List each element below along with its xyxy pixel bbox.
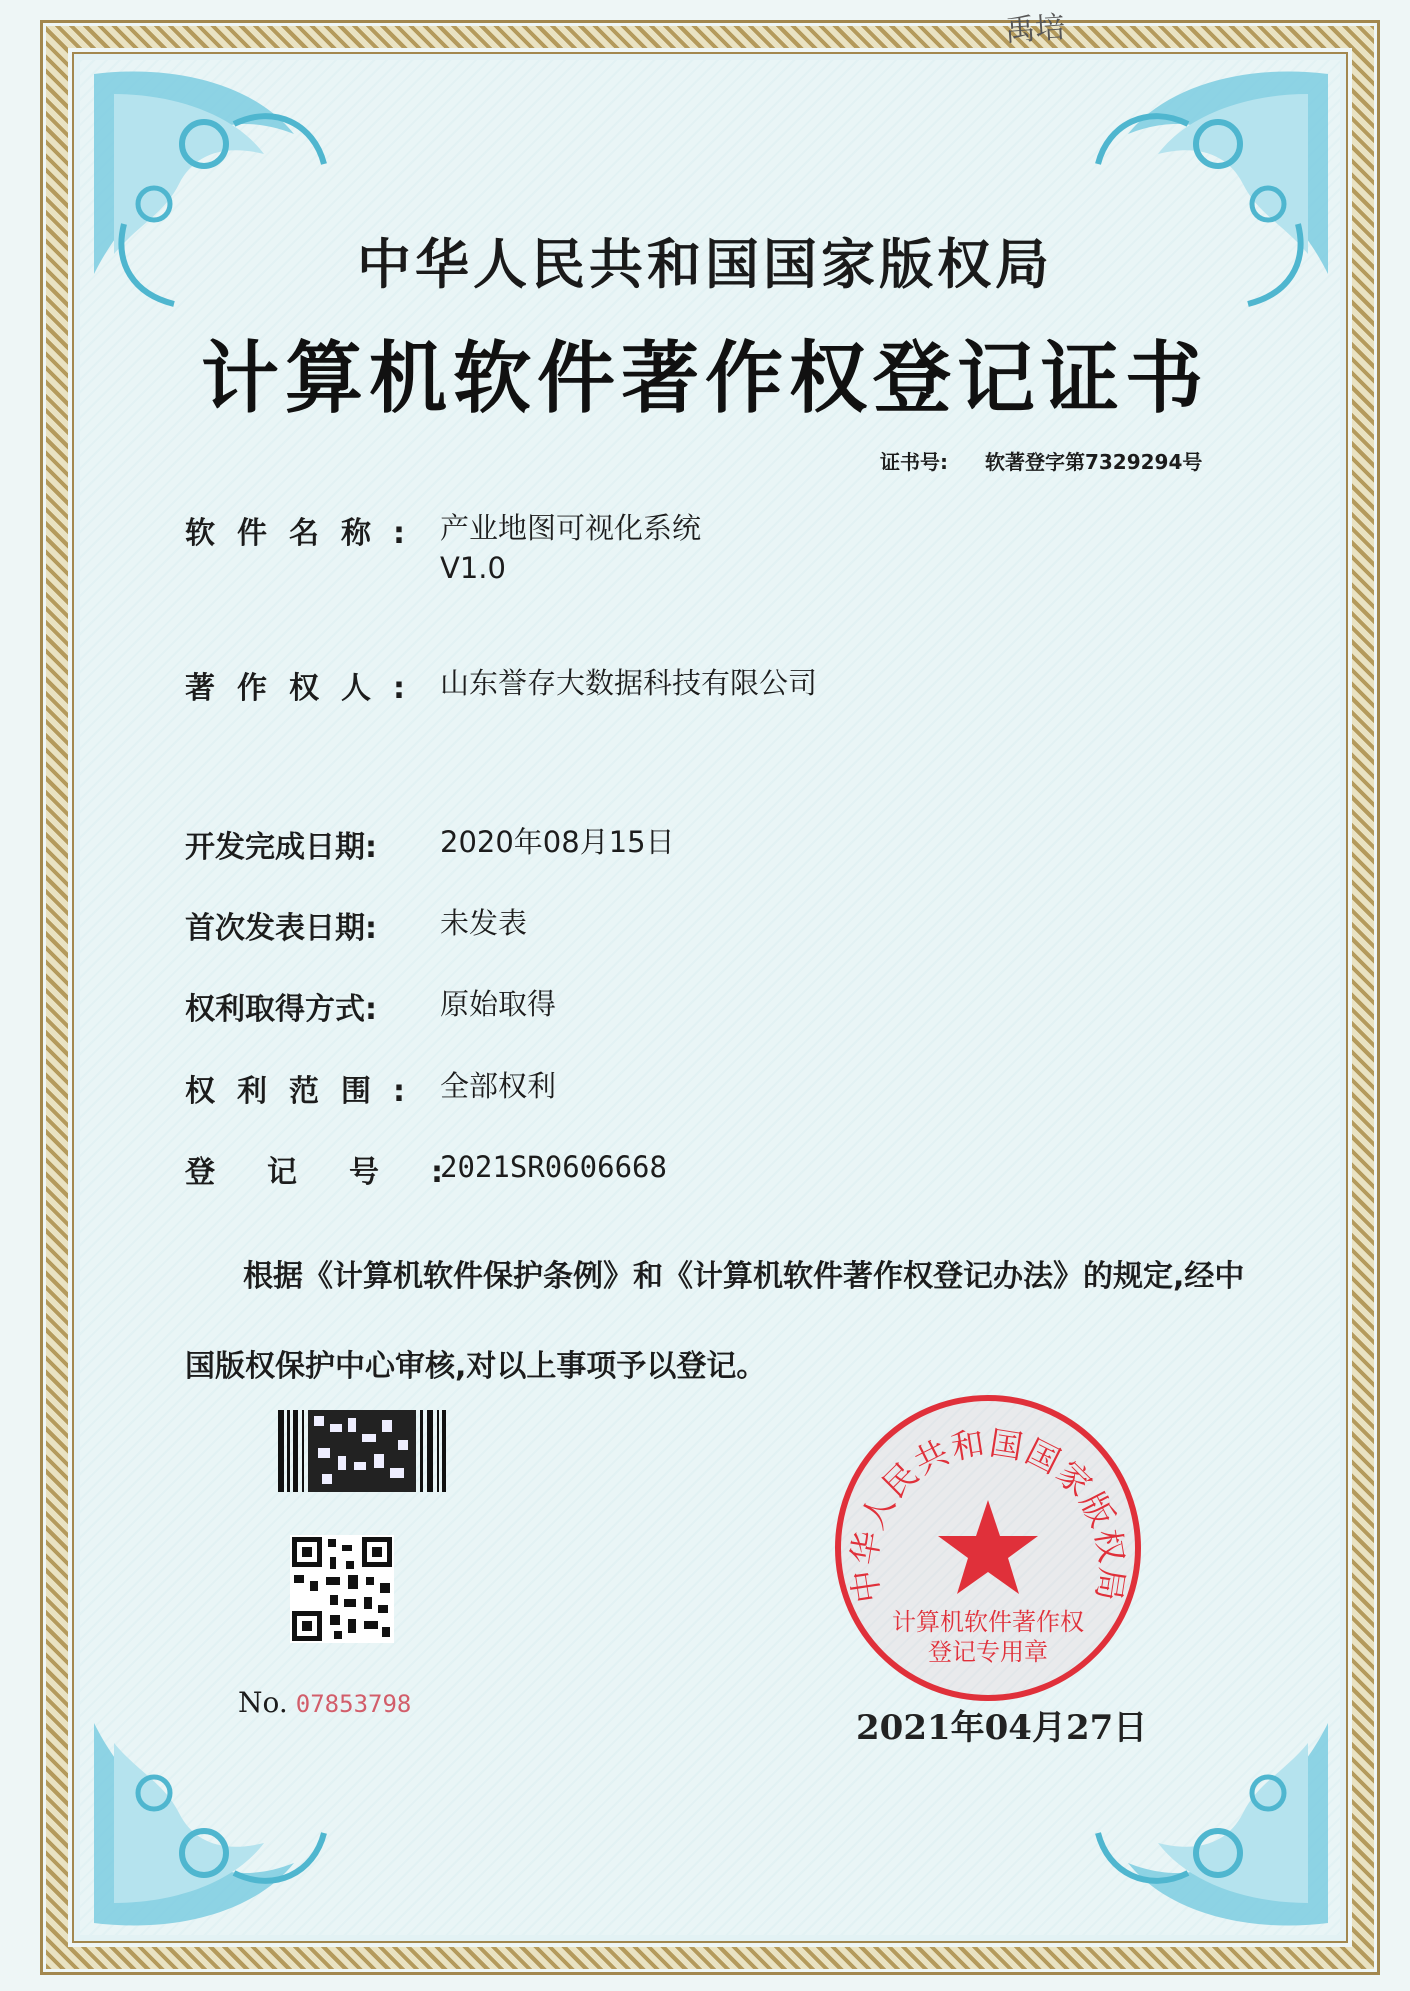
rights-scope-label xyxy=(185,1066,440,1110)
seal-center-line1: 计算机软件著作权 xyxy=(892,1608,1084,1636)
serial-value: 07853798 xyxy=(295,1690,412,1718)
rights-scope-value: 全部权利 xyxy=(440,1069,557,1103)
field-first-publication xyxy=(185,903,527,947)
official-seal xyxy=(828,1388,1148,1708)
issue-date: 2021年04月27日 xyxy=(856,1708,1148,1748)
issuer-title: 中华人民共和国国家版权局 xyxy=(357,232,1053,296)
copyright-owner-value: 山东誉存大数据科技有限公司 xyxy=(440,666,818,700)
software-name-label xyxy=(185,508,440,552)
seal-center-line2: 登记专用章 xyxy=(928,1638,1048,1666)
software-name-value xyxy=(440,508,701,588)
registration-number-value: 2021SR0606668 xyxy=(440,1150,667,1184)
barcode xyxy=(278,1410,446,1492)
completion-date-label: 开发完成日期: xyxy=(185,830,377,865)
certificate-number-label: 证书号: xyxy=(880,450,948,474)
field-completion-date xyxy=(185,822,675,866)
copyright-owner-label xyxy=(185,663,440,707)
serial-prefix: No. xyxy=(238,1686,288,1719)
field-software-name xyxy=(185,508,701,588)
document-title: 计算机软件著作权登记证书 xyxy=(200,333,1209,424)
registration-number-label-text: 登记号: xyxy=(185,1155,495,1190)
certificate-number xyxy=(880,446,1202,475)
qr-code xyxy=(290,1535,394,1643)
acquisition-method-value: 原始取得 xyxy=(440,987,557,1021)
certificate-number-value: 软著登字第7329294号 xyxy=(984,450,1203,474)
first-publication-label: 首次发表日期: xyxy=(185,911,377,946)
software-name-label-text: 软件名称: xyxy=(185,516,427,551)
software-name-line1: 产业地图可视化系统 xyxy=(440,511,702,545)
registration-number-label xyxy=(185,1147,495,1191)
field-registration-number xyxy=(185,1147,667,1191)
field-acquisition-method xyxy=(185,984,556,1028)
handwritten-note: 禹培 xyxy=(1004,9,1067,50)
field-copyright-owner xyxy=(185,663,817,707)
field-rights-scope xyxy=(185,1066,556,1110)
completion-date-value: 2020年08月15日 xyxy=(440,825,675,859)
copyright-owner-label-text: 著作权人: xyxy=(185,671,427,706)
software-name-line2: V1.0 xyxy=(440,551,506,585)
serial-number xyxy=(238,1686,411,1719)
legal-statement: 根据《计算机软件保护条例》和《计算机软件著作权登记办法》的规定,经中国版权保护中心审核,对以上事项予以登记。 xyxy=(185,1259,1245,1384)
seal-ring-text: 中华人民共和国国家版权局 xyxy=(843,1422,1133,1606)
acquisition-method-label: 权利取得方式: xyxy=(185,992,377,1027)
rights-scope-label-text: 权利范围: xyxy=(185,1074,427,1109)
first-publication-value: 未发表 xyxy=(440,906,528,940)
